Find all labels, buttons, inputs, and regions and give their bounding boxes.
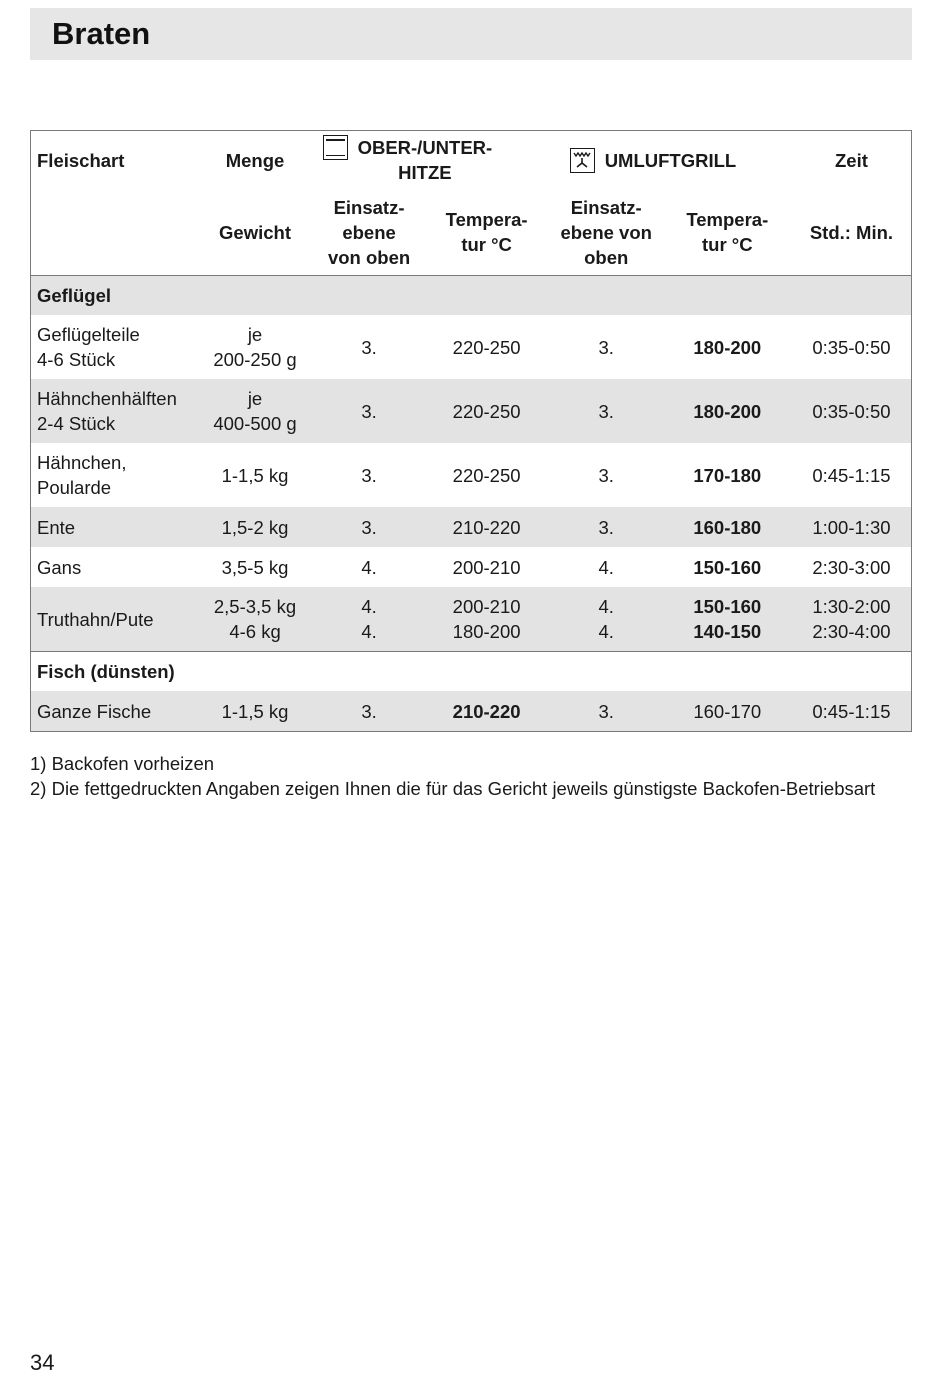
row-temp2: 160-180 xyxy=(663,507,792,547)
row-temp2: 170-180 xyxy=(693,464,762,486)
footnote-2: 2) Die fettgedruckten Angaben zeigen Ihnen die für das Gericht jeweils günstigste Backofen-Betriebsart xyxy=(30,778,876,799)
row-einsatz2: 3. xyxy=(598,336,614,358)
mode1-line1: OBER-/UNTER- xyxy=(357,137,493,158)
row-name: Truthahn/Pute xyxy=(31,587,196,652)
page-title: Braten xyxy=(52,16,151,51)
header-menge: Menge xyxy=(225,149,285,171)
row-temp2: 180-200 xyxy=(693,336,762,358)
row-temp1: 220-250 xyxy=(452,336,521,358)
row-einsatz1: 3. xyxy=(315,691,424,732)
header-einsatz2: Einsatz- ebene von oben xyxy=(550,189,663,276)
header-zeit: Zeit xyxy=(834,149,868,171)
row-einsatz2: 3. xyxy=(598,464,614,486)
row-einsatz2: 3. xyxy=(550,691,663,732)
table-row xyxy=(31,507,912,547)
row-menge: je 200-250 g xyxy=(213,324,297,370)
row-name: Geflügelteile 4-6 Stück xyxy=(37,324,140,370)
header-mode-ober-unter xyxy=(315,131,550,190)
row-temp2: 160-170 xyxy=(663,691,792,732)
table-row xyxy=(31,587,912,652)
header-temp1: Tempera- tur °C xyxy=(424,189,550,276)
row-einsatz2: 4. xyxy=(598,556,614,578)
row-menge: 2,5-3,5 kg 4-6 kg xyxy=(195,587,314,652)
header-stdmin: Std.: Min. xyxy=(792,189,912,276)
row-einsatz1: 3. xyxy=(361,336,377,358)
fan-grill-icon xyxy=(570,148,595,173)
row-menge: 3,5-5 kg xyxy=(221,556,289,578)
row-temp1: 220-250 xyxy=(424,379,550,443)
row-name: Hähnchenhälften 2-4 Stück xyxy=(31,379,196,443)
row-einsatz1: 3. xyxy=(315,507,424,547)
row-name: Gans xyxy=(37,556,82,578)
row-einsatz1: 4. 4. xyxy=(315,587,424,652)
row-zeit: 0:35-0:50 xyxy=(812,336,891,358)
row-temp1: 200-210 xyxy=(452,556,521,578)
row-menge: 1-1,5 kg xyxy=(221,464,289,486)
mode1-line2: HITZE xyxy=(398,162,452,183)
section-row-fisch xyxy=(31,652,912,692)
row-menge: 1-1,5 kg xyxy=(195,691,314,732)
row-temp1: 210-220 xyxy=(424,507,550,547)
row-menge: je 400-500 g xyxy=(195,379,314,443)
row-name: Hähnchen, Poularde xyxy=(37,452,127,498)
table-row xyxy=(31,315,912,379)
row-zeit: 0:45-1:15 xyxy=(812,464,891,486)
row-menge: 1,5-2 kg xyxy=(195,507,314,547)
row-einsatz2: 3. xyxy=(550,379,663,443)
row-einsatz1: 3. xyxy=(361,464,377,486)
row-name: Ente xyxy=(31,507,196,547)
table-row xyxy=(31,443,912,507)
section-label: Fisch (dünsten) xyxy=(31,652,912,692)
row-temp2: 150-160 xyxy=(693,556,762,578)
roasting-table xyxy=(30,130,912,732)
header-mode-umluftgrill xyxy=(550,131,792,190)
row-einsatz1: 4. xyxy=(361,556,377,578)
title-bar xyxy=(30,8,912,60)
oven-top-bottom-heat-icon xyxy=(323,135,348,160)
row-zeit: 1:00-1:30 xyxy=(792,507,912,547)
mode2-label: UMLUFTGRILL xyxy=(604,149,737,171)
footnote-1: 1) Backofen vorheizen xyxy=(30,753,215,774)
header-einsatz1: Einsatz- ebene von oben xyxy=(315,189,424,276)
header-fleischart: Fleischart xyxy=(37,149,125,171)
table-row xyxy=(31,691,912,732)
row-zeit: 0:45-1:15 xyxy=(792,691,912,732)
row-temp2: 150-160 140-150 xyxy=(663,587,792,652)
row-temp1: 210-220 xyxy=(424,691,550,732)
table-row xyxy=(31,379,912,443)
row-zeit: 2:30-3:00 xyxy=(812,556,891,578)
header-empty xyxy=(31,189,196,276)
row-zeit: 0:35-0:50 xyxy=(792,379,912,443)
row-name: Ganze Fische xyxy=(31,691,196,732)
footnotes xyxy=(30,751,875,801)
row-temp2: 180-200 xyxy=(663,379,792,443)
header-temp2: Tempera- tur °C xyxy=(663,189,792,276)
row-einsatz2: 3. xyxy=(550,507,663,547)
header-row-1 xyxy=(31,131,912,190)
row-temp1: 220-250 xyxy=(452,464,521,486)
row-zeit: 1:30-2:00 2:30-4:00 xyxy=(792,587,912,652)
page-number: 34 xyxy=(30,1350,55,1375)
row-temp1: 200-210 180-200 xyxy=(424,587,550,652)
header-row-2 xyxy=(31,189,912,276)
row-einsatz1: 3. xyxy=(315,379,424,443)
section-label: Geflügel xyxy=(31,276,912,316)
section-row-gefluegel xyxy=(31,276,912,316)
row-einsatz2: 4. 4. xyxy=(550,587,663,652)
table-row xyxy=(31,547,912,587)
header-gewicht: Gewicht xyxy=(195,189,314,276)
